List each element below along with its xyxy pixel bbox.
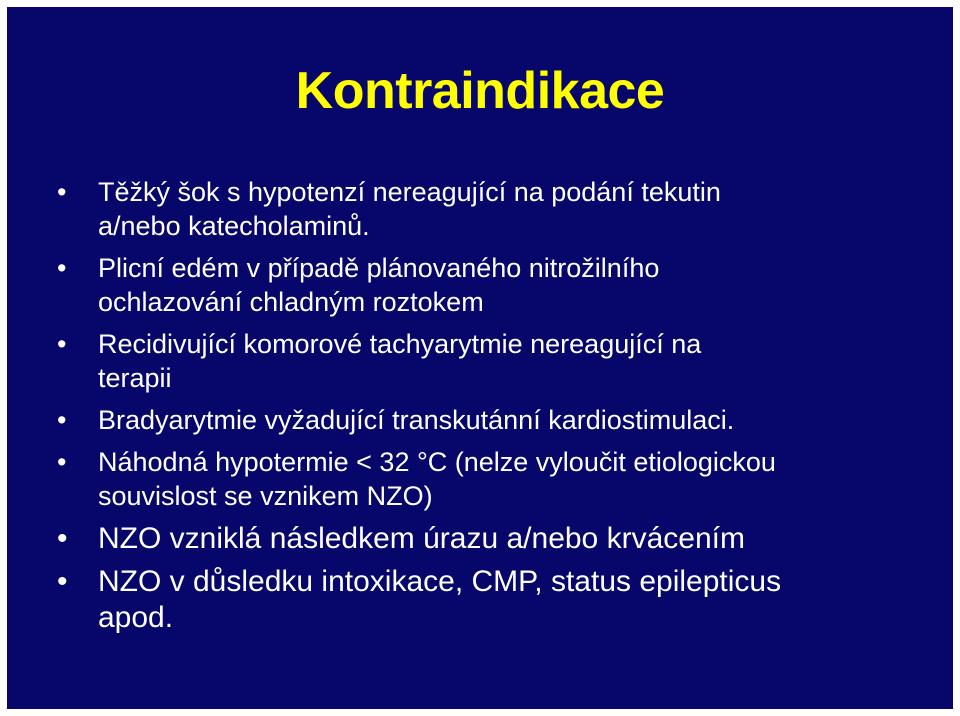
list-item-line: Těžký šok s hypotenzí nereagující na podání tekutin — [98, 177, 721, 207]
list-item — [7, 327, 937, 395]
bullet-icon: • — [57, 405, 67, 435]
bullet-icon: • — [57, 253, 67, 283]
list-item — [7, 251, 937, 319]
slide-title: Kontraindikace — [295, 62, 665, 120]
list-item-line: apod. — [98, 601, 174, 634]
list-item-line: Plicní edém v případě plánovaného nitrožilního — [98, 253, 660, 283]
list-item — [7, 175, 937, 243]
list-item-line: souvislost se vznikem NZO) — [98, 481, 433, 511]
bullet-icon: • — [57, 565, 68, 598]
slide — [7, 7, 953, 709]
list-item-line: Recidivující komorové tachyarytmie nereagující na — [98, 329, 702, 359]
list-item-line: Bradyarytmie vyžadující transkutánní kardiostimulaci. — [98, 405, 735, 435]
list-item-line: NZO vzniklá následkem úrazu a/nebo krvácením — [98, 522, 745, 555]
bullet-icon: • — [57, 329, 67, 359]
list-item-line: ochlazování chladným roztokem — [98, 287, 484, 317]
bullet-icon: • — [57, 177, 67, 207]
bullet-icon: • — [57, 522, 68, 555]
list-item — [7, 521, 937, 557]
list-item — [7, 564, 937, 636]
list-item — [7, 403, 937, 437]
bullet-list — [7, 175, 937, 643]
list-item-line: a/nebo katecholaminů. — [98, 211, 370, 241]
list-item-line: Náhodná hypotermie < 32 °C (nelze vyloučit etiologickou — [98, 447, 776, 477]
list-item-line: terapii — [98, 363, 172, 393]
list-item-line: NZO v důsledku intoxikace, CMP, status epilepticus — [98, 565, 782, 598]
list-item — [7, 445, 937, 513]
bullet-icon: • — [57, 447, 67, 477]
